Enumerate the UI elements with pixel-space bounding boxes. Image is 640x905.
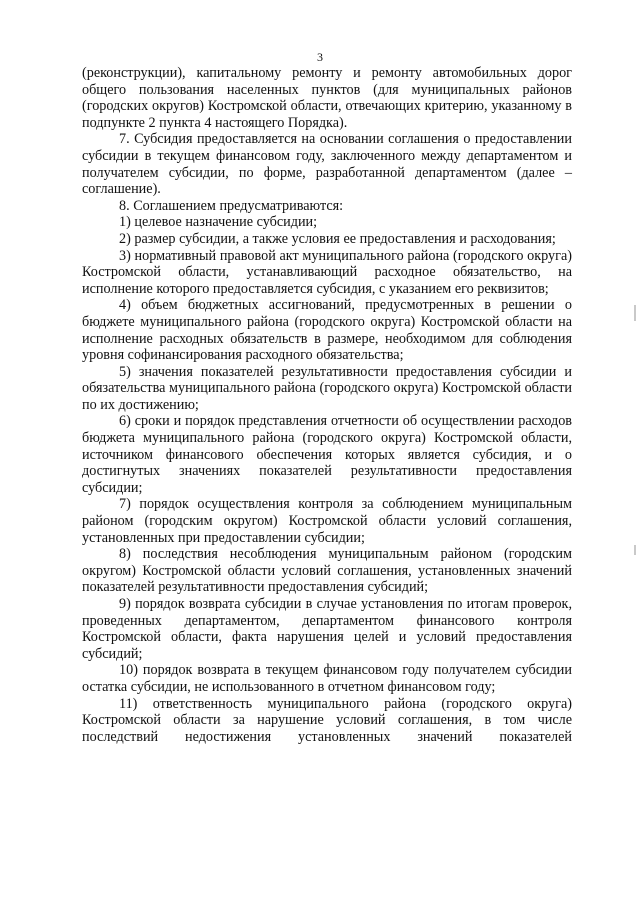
document-body (82, 65, 572, 745)
page-number: 3 (317, 50, 323, 64)
list-item-1: 1) целевое назначение субсидии; (119, 214, 318, 231)
list-item-6: 6) сроки и порядок представления отчетности об осуществлении расходов бюджета муниципального района (городского округа) Костромской области, источником финансового обеспечения которых является субсидия, и о достигнутых значениях показателей результативности предоставления субсидии; (82, 413, 572, 496)
list-item-8: 8) последствия несоблюдения муниципальным районом (городским округом) Костромской области условий соглашения, установленных значений показателей результативности предоставления субсидий; (82, 546, 572, 596)
scan-artifact (634, 545, 636, 555)
list-item-11: 11) ответственность муниципального района (городского округа) Костромской области за нарушение условий соглашения, в том числе последствий недостижения установленных значений показателей (82, 695, 572, 745)
paragraph-item-8: 8. Соглашением предусматриваются: (119, 197, 344, 214)
list-item-2: 2) размер субсидии, а также условия ее предоставления и расходования; (119, 230, 556, 247)
list-item-4: 4) объем бюджетных ассигнований, предусмотренных в решении о бюджете муниципального района (городского округа) Костромской области на исполнение расходных обязательств в размере, необходимом для соблюдения уровня софинансирования расходного обязательства; (82, 297, 572, 364)
list-item-10: 10) порядок возврата в текущем финансовом году получателем субсидии остатка субсидии, не использованного в отчетном финансовом году; (82, 662, 572, 695)
paragraph-continuation: (реконструкции), капитальному ремонту и ремонту автомобильных дорог общего пользования населенных пунктов (для муниципальных районов (городских округов) Костромской области, отвечающих критерию, указанному в подпункте 2 пункта 4 настоящего Порядка). (82, 65, 572, 131)
scan-artifact (634, 305, 636, 321)
paragraph-item-7: 7. Субсидия предоставляется на основании соглашения о предоставлении субсидии в текущем финансовом году, заключенного между департаментом и получателем субсидии, по форме, разработанной департаментом (далее – соглашение). (82, 131, 572, 198)
list-item-9: 9) порядок возврата субсидии в случае установления по итогам проверок, проведенных департаментом, департаментом финансового контроля Костромской области, факта нарушения целей и условий предоставления субсидий; (82, 596, 572, 662)
list-item-7: 7) порядок осуществления контроля за соблюдением муниципальным районом (городским округом) Костромской области условий соглашения, установленных при предоставлении субсидии; (82, 496, 572, 546)
list-item-5: 5) значения показателей результативности предоставления субсидии и обязательства муниципального района (городского округа) Костромской области по их достижению; (82, 363, 572, 413)
list-item-3: 3) нормативный правовой акт муниципального района (городского округа) Костромской области, устанавливающий расходное обязательство, на исполнение которого предоставляется субсидия, с указанием его реквизитов; (82, 247, 572, 297)
